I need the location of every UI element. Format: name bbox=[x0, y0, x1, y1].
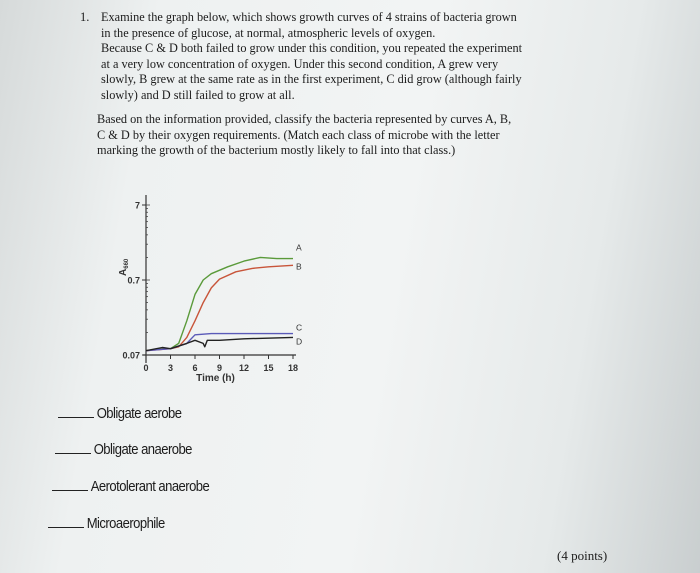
answer-blank[interactable] bbox=[58, 405, 94, 418]
answer-label: Microaerophile bbox=[86, 516, 165, 532]
text-line: slowly) and D still failed to grow at all. bbox=[101, 87, 295, 102]
answer-blank[interactable] bbox=[52, 478, 88, 491]
text-line: marking the growth of the bacterium mostly likely to fall into that class.) bbox=[97, 143, 456, 158]
text-line: in the presence of glucose, at normal, atmospheric levels of oxygen. bbox=[101, 25, 436, 40]
y-tick-label: 0.07 bbox=[122, 350, 140, 361]
text-line: Because C & D both failed to grow under this condition, you repeated the experiment bbox=[101, 41, 523, 56]
series-label-C: C bbox=[296, 322, 303, 333]
y-axis-label: $A_{660}$ bbox=[118, 258, 130, 276]
x-tick-label: 15 bbox=[263, 363, 274, 373]
y-tick-label: 7 bbox=[134, 200, 140, 211]
y-tick-label: 0.7 bbox=[127, 275, 140, 286]
answer-blank[interactable] bbox=[48, 515, 84, 528]
x-tick-label: 18 bbox=[287, 363, 299, 373]
answer-label: Obligate anaerobe bbox=[93, 442, 192, 458]
x-tick-label: 3 bbox=[167, 363, 174, 373]
series-label-B: B bbox=[296, 261, 302, 272]
answer-aerotolerant-anaerobe[interactable] bbox=[52, 478, 209, 495]
text-line: slowly, B grew at the same rate as in the first experiment, C did grow (although fairly bbox=[101, 72, 522, 87]
answer-obligate-aerobe[interactable] bbox=[58, 405, 181, 422]
x-tick-label: 0 bbox=[143, 363, 149, 373]
x-tick-label: 9 bbox=[216, 363, 223, 373]
series-label-A: A bbox=[296, 242, 302, 253]
text-line: Based on the information provided, classify the bacteria represented by curves A, B, bbox=[97, 112, 512, 126]
answer-microaerophile[interactable] bbox=[48, 515, 165, 532]
text-line: Examine the graph below, which shows growth curves of 4 strains of bacteria grown bbox=[101, 10, 517, 24]
text-line: C & D by their oxygen requirements. (Match each class of microbe with the letter bbox=[97, 127, 500, 142]
answer-label: Aerotolerant anaerobe bbox=[90, 479, 210, 495]
x-tick-label: 12 bbox=[238, 363, 250, 373]
answer-obligate-anaerobe[interactable] bbox=[55, 441, 192, 458]
x-tick-label: 6 bbox=[192, 363, 198, 373]
series-line-A bbox=[146, 257, 293, 350]
question-number: 1. bbox=[80, 10, 90, 24]
answer-label: Obligate aerobe bbox=[96, 406, 182, 422]
series-line-D bbox=[146, 337, 293, 350]
points-value: (4 points) bbox=[557, 548, 608, 563]
x-axis-label: Time (h) bbox=[196, 373, 235, 384]
series-label-D: D bbox=[296, 336, 303, 347]
text-line: at a very low concentration of oxygen. Under this second condition, A grew very bbox=[101, 56, 499, 71]
answer-blank[interactable] bbox=[55, 441, 91, 454]
